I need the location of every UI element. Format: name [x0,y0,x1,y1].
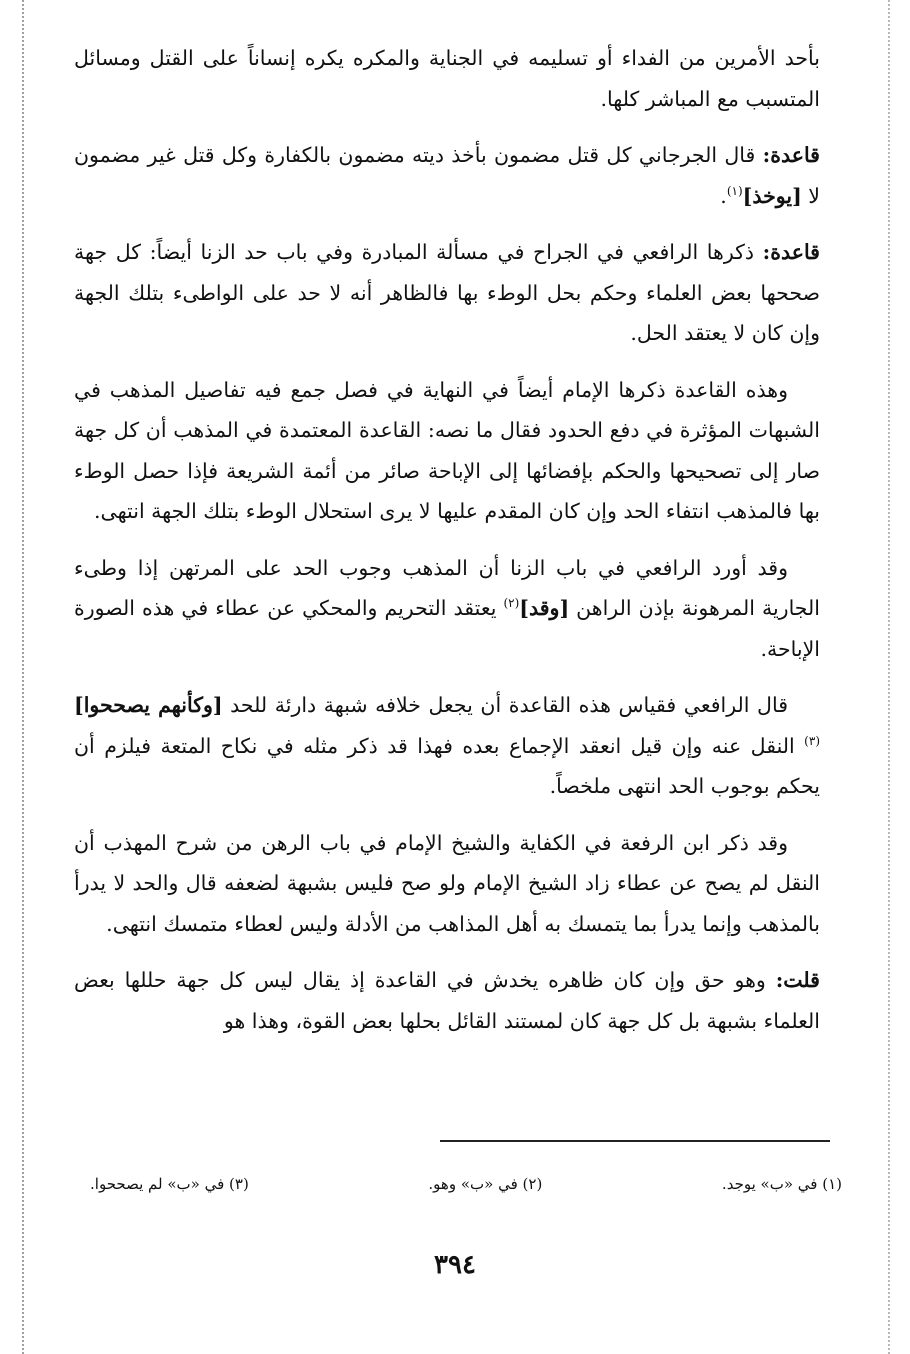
text-run: قال الرافعي فقياس هذه القاعدة أن يجعل خلافه شبهة دارئة للحد [222,693,788,717]
paragraph [74,823,820,945]
footnote-2: (٢) في «ب» وهو. [428,1175,543,1193]
paragraph-lead: قاعدة: [762,143,820,167]
paragraph [74,38,820,119]
footnote-3: (٣) في «ب» لم يصححوا. [90,1175,249,1193]
text-run: وقد أورد الرافعي في باب الزنا أن المذهب وجوب الحد على المرتهن إذا وطىء الجارية المرهونة بإذن الراهن [74,555,820,620]
paragraph-lead: قلت: [775,968,820,992]
bracketed-word: [وكأنهم يصححوا] [74,693,223,717]
footnotes [90,1172,842,1196]
page-number: ٣٩٤ [434,1250,476,1280]
paragraph-lead: قاعدة: [762,240,820,264]
scan-edge-right [888,0,890,1354]
text-run: قال الجرجاني كل قتل مضمون بأخذ ديته مضمون بالكفارة وكل قتل غير مضمون لا [74,143,820,208]
scan-edge-left [22,0,24,1354]
paragraph [74,370,820,532]
paragraph [74,685,820,807]
text-run: ذكرها الرافعي في الجراح في مسألة المبادرة وفي باب حد الزنا أيضاً: كل جهة صححها بعض العلماء وحكم بحل الوطء بها فالظاهر أنه لا حد على الواطىء بتلك الجهة وإن كان لا يعتقد الحل. [74,240,820,345]
text-run: وقد ذكر ابن الرفعة في الكفاية والشيخ الإمام في باب الرهن من شرح المهذب أن النقل لم يصح عن عطاء زاد الشيخ الإمام ولو صح فليس بشبهة لضعفه قال والحد لا يدرأ بالمذهب وإنما يدرأ بما يتمسك به أهل المذاهب من الأدلة وليس لعطاء متمسك انتهى. [74,830,820,936]
footnote-ref: (٣) [804,733,820,748]
paragraph [74,135,820,216]
paragraph [74,548,820,670]
text-run: يعتقد التحريم والمحكي عن عطاء في هذه الصورة الإباحة. [74,596,820,661]
text-run: بأحد الأمرين من الفداء أو تسليمه في الجناية والمكره يكره إنساناً على القتل ومسائل المتسبب مع المباشر كلها. [74,46,820,111]
paragraph [74,960,820,1041]
text-run: النقل عنه وإن قيل انعقد الإجماع بعده فهذا قد ذكر مثله في نكاح المتعة فيلزم أن يحكم بوجوب الحد انتهى ملخصاً. [74,733,820,798]
footnote-ref: (٢) [503,596,520,611]
bracketed-word: [يوخذ] [742,183,802,208]
paragraph [74,232,820,354]
footnote-1: (١) في «ب» يوجد. [721,1175,842,1193]
footnote-ref: (١) [726,183,743,198]
main-text [74,38,820,1057]
bracketed-word: [وقد] [519,596,570,620]
text-run: وهذه القاعدة ذكرها الإمام أيضاً في النهاية في فصل جمع فيه تفاصيل المذهب في الشبهات المؤثرة في دفع الحدود فقال ما نصه: القاعدة المعتمدة في المذهب أن كل جهة صار إلى تصحيحها والحكم بإفضائها إلى الإباحة صائر من أئمة الشريعة فإذا حصل الوطء بها فالمذهب انتفاء الحد وإن كان المقدم عليها لا يرى استحلال الوطء بتلك الجهة انتهى. [74,377,820,523]
footnote-separator [440,1140,830,1142]
text-run: . [720,183,727,208]
text-run: وهو حق وإن كان ظاهره يخدش في القاعدة إذ يقال ليس كل جهة حللها بعض العلماء بشبهة بل كل جهة كان لمستند القائل بحلها بعض القوة، وهذا هو [74,968,820,1033]
